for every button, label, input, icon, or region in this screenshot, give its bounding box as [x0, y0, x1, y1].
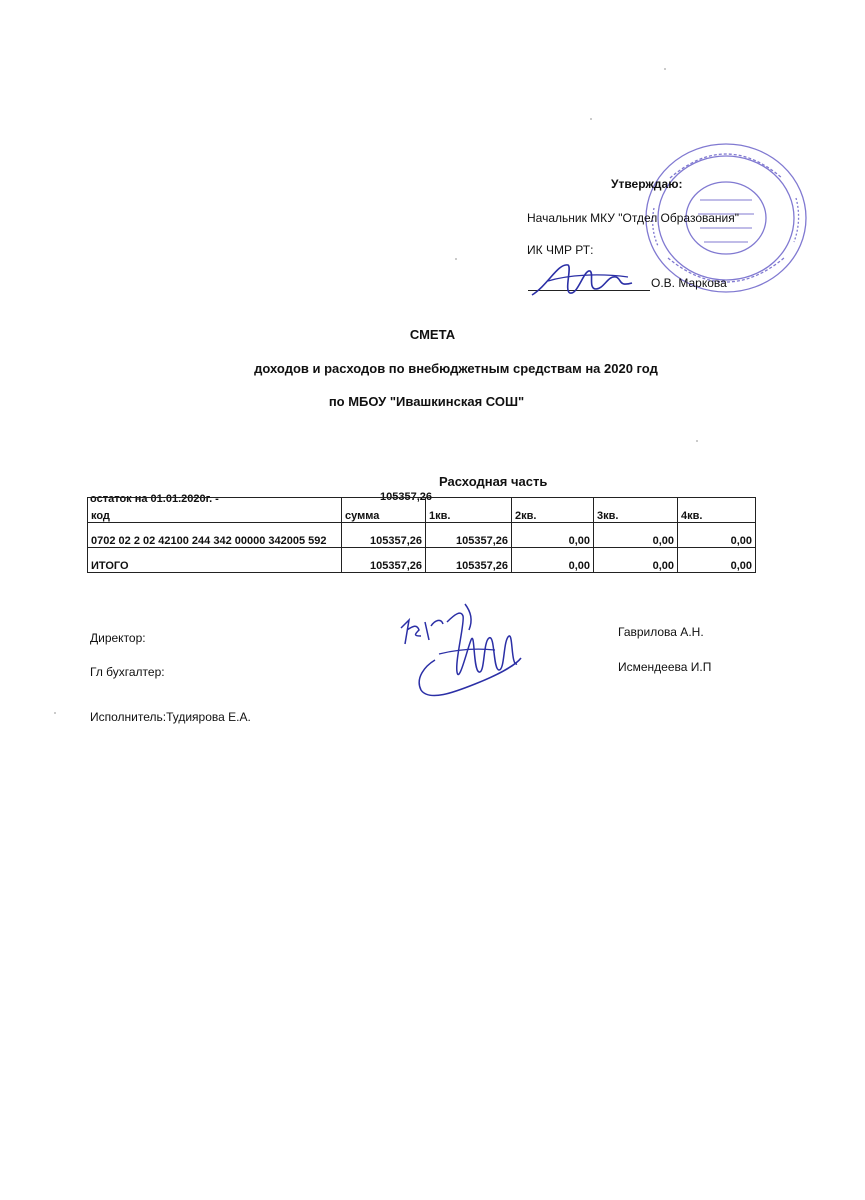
expense-table: [87, 497, 756, 573]
accountant-name: Исмендеева И.П: [618, 660, 712, 674]
total-sum: 105357,26: [342, 548, 426, 573]
scan-speck: [590, 118, 592, 120]
executor: Исполнитель:Тудиярова Е.А.: [90, 710, 251, 724]
scan-speck: [664, 68, 666, 70]
document-subtitle: доходов и расходов по внебюджетным средствам на 2020 год: [254, 361, 658, 376]
row-q3: 0,00: [594, 523, 678, 548]
header-code: код: [88, 498, 342, 523]
director-label: Директор:: [90, 631, 146, 645]
accountant-label: Гл бухгалтер:: [90, 665, 165, 679]
header-q2: 2кв.: [512, 498, 594, 523]
scan-speck: [455, 258, 457, 260]
row-q4: 0,00: [678, 523, 756, 548]
header-q3: 3кв.: [594, 498, 678, 523]
table-row: [88, 523, 756, 548]
total-q2: 0,00: [512, 548, 594, 573]
total-label: ИТОГО: [88, 548, 342, 573]
row-sum: 105357,26: [342, 523, 426, 548]
balance-label: остаток на 01.01.2020г. -: [90, 493, 219, 505]
scan-speck: [54, 712, 56, 714]
approval-position-line2: ИК ЧМР РТ:: [527, 243, 594, 257]
director-name: Гаврилова А.Н.: [618, 625, 704, 639]
header-sum: сумма: [342, 498, 426, 523]
row-code: 0702 02 2 02 42100 244 342 00000 342005 592: [88, 523, 342, 548]
table-total-row: [88, 548, 756, 573]
row-q1: 105357,26: [426, 523, 512, 548]
header-q1: 1кв.: [426, 498, 512, 523]
header-q4: 4кв.: [678, 498, 756, 523]
document-organization: по МБОУ "Ивашкинская СОШ": [328, 394, 525, 409]
table-header-row: [88, 498, 756, 523]
row-q2: 0,00: [512, 523, 594, 548]
total-q3: 0,00: [594, 548, 678, 573]
total-q1: 105357,26: [426, 548, 512, 573]
approval-position-line1: Начальник МКУ "Отдел Образования": [527, 211, 740, 225]
approval-name: О.В. Маркова: [651, 276, 727, 290]
scan-speck: [696, 440, 698, 442]
section-heading: Расходная часть: [439, 474, 548, 489]
director-accountant-signatures: [395, 600, 530, 715]
balance-value: 105357,26: [380, 491, 432, 503]
total-q4: 0,00: [678, 548, 756, 573]
approver-signature: [528, 255, 638, 305]
approval-heading: Утверждаю:: [611, 177, 683, 191]
document-title: СМЕТА: [409, 327, 456, 342]
